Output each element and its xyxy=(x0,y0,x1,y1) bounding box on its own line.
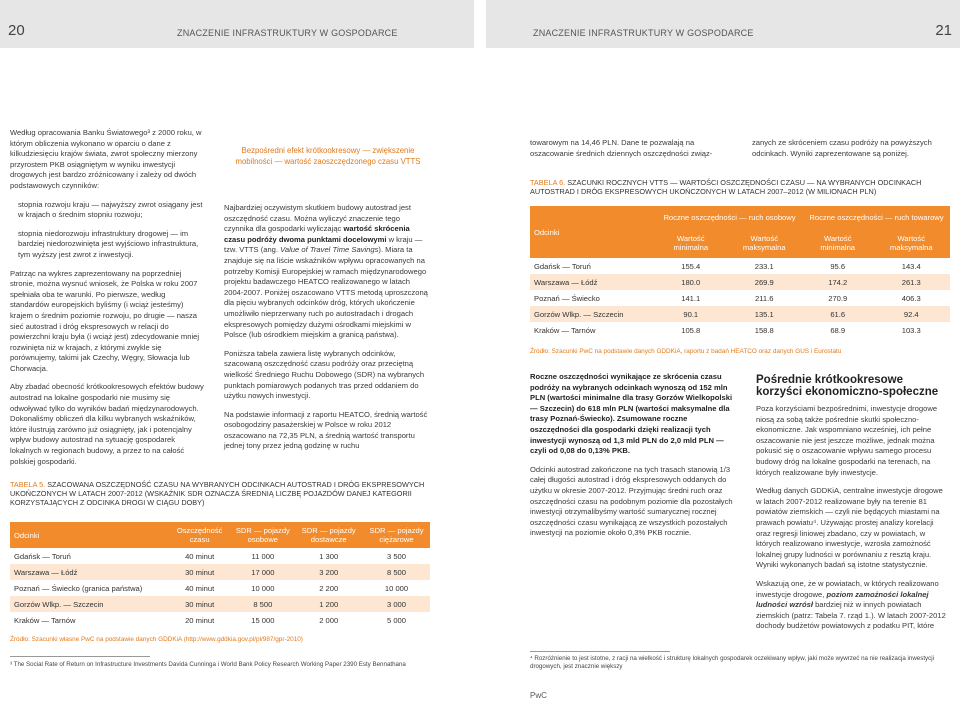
table-row: Gorzów Wlkp. — Szczecin 30 minut 8 500 1 200 3 000 xyxy=(10,596,430,612)
paragraph: Aby zbadać obecność krótkookresowych efektów budowy autostrad na lokalne gospodarki nie musimy się odwoływać tylko do wyników badań międzynarodowych. Dokonaliśmy obliczeń dla kilku wybranych wskaźników, które ilustrują zarówno już osiągnięty, jak i potencjalny wpływ budowy autostrad na sytuację gospodarek lokalnych w regionach budowy, a przez to na całość polskiej gospodarki. xyxy=(10,382,204,466)
table-6-source: Źródło: Szacunki PwC na podstawie danych GDDKiA, raportu z badań HEATCO oraz danych GUS i Eurostatu xyxy=(530,348,842,355)
paragraph: Poza korzyściami bezpośrednimi, inwestycje drogowe niosą za sobą także pośrednie skutki społeczno-ekonomiczne. Jak wspomniano wcześniej, ich pełne oszacowanie nie jest jeszcze możliwe, jednak można pokusić się o oszacowanie wpływu samego procesu budowy dróg na lokalne gospodarki na terenach, na których realizowane były inwestycje. xyxy=(756,404,938,477)
left-running-head: ZNACZENIE INFRASTRUKTURY W GOSPODARCE xyxy=(177,28,398,38)
highlight-paragraph: Roczne oszczędności wynikające ze skrócenia czasu podróży na wybranych odcinkach wynoszą od 152 mln PLN (wartości minimalne dla trasy Gorzów Wielkopolski — Szczecin) do 618 mln PLN (wartości maksymalne dla trasy Poznań-Świecko). Zsumowane roczne oszczędności dla gospodarki dzięki realizacji tych inwestycji wynoszą od 1,3 mld PLN do 2,0 mld PLN — czyli od 0,08 do 0,13% PKB. xyxy=(530,372,733,456)
left-column-1 xyxy=(10,128,205,475)
pull-quote: Bezpośredni efekt krótkookresowy — zwiększenie mobilności — wartość zaoszczędzonego czasu VTTS xyxy=(235,146,421,166)
paragraph: Według danych GDDKiA, centralne inwestycje drogowe w latach 2007-2012 realizowane były na terenie 81 powiatów ziemskich — czyli nie będących miastami na prawach powiatu⁴. Używając prostej analizy korelacji oraz regresji liniowej zbadano, czy w powiatach, w których realizowano inwestycje, wzrosła zamożność lokalnej grupy ludności w porównaniu z resztą kraju. Wyniki wykonanych badań są istotne statystycznie. xyxy=(756,486,943,570)
right-running-head: ZNACZENIE INFRASTRUKTURY W GOSPODARCE xyxy=(533,28,754,38)
right-column-2-top: zanych ze skróceniem czasu podróży na powyższych odcinkach. Wyniki zaprezentowane są poniżej. xyxy=(752,138,932,158)
table-6: Odcinki Roczne oszczędności — ruch osobowy Roczne oszczędności — ruch towarowy Wartość minimalna Wartość maksymalna Wartość minimalna Wartość maksymalna Gdańsk — Toruń 155.4 233.1 95.6 143.4 Warszawa — Łódź 180.0 269.9 174.2 261.3 Poznań — Świecko 141.1 211.6 270.9 406.3 Gorzów Wlkp. — Szczecin 90.1 135.1 61.6 92.4 Kraków — Tarnów 105.8 158.8 68.9 103.3 xyxy=(530,206,950,338)
table-5-caption: TABELA 5. SZACOWANA OSZCZĘDNOŚĆ CZASU NA WYBRANYCH ODCINKACH AUTOSTRAD I DRÓG EKSPRESOWYCH UKOŃCZONYCH W LATACH 2007-2012 (WSKAŹNIK SDR OZNACZA ŚREDNIĄ LICZBĘ POJAZDÓW DANEJ KATEGORII KORZYSTAJĄCYCH Z ODCINKA DROGI W CIĄGU DOBY) xyxy=(10,480,425,507)
left-page-header xyxy=(0,0,474,48)
right-column-1 xyxy=(530,372,735,547)
paragraph: Patrząc na wykres zaprezentowany na poprzedniej stronie, można wysnuć wniosek, że Polska w roku 2007 spełniała oba te warunki. Po pierwsze, według standardów europejskich byliśmy (i wciąż jesteśmy) krajem o średnim poziomie rozwoju, po drugie — nasza sieć autostrad i dróg ekspresowych w relacji do powierzchni kraju była (i wciąż jest) zdecydowanie mniej rozwinięta niż w krajach, z którymi zwykle się porównujemy, takimi jak Czechy, Węgry, Słowacja lub Chorwacja. xyxy=(10,268,200,373)
table-row: Gdańsk — Toruń 155.4 233.1 95.6 143.4 xyxy=(534,261,921,271)
right-page-number: 21 xyxy=(935,22,952,39)
left-page-number: 20 xyxy=(8,22,25,39)
table-5: Odcinki Oszczędność czasu SDR — pojazdy osobowe SDR — pojazdy dostawcze SDR — pojazdy ciężarowe Gdańsk — Toruń 40 minut 11 000 1 300 3 500 Warszawa — Łódź 30 minut 17 000 3 200 8 500 Poznań — Świecko (granica państwa) 40 minut 10 000 2 200 10 000 Gorzów Wlkp. — Szczecin 30 minut 8 500 1 200 3 000 Kraków — Tarnów 20 minut 15 000 2 000 5 000 xyxy=(10,522,430,628)
paragraph: Poniższa tabela zawiera listę wybranych odcinków, szacowaną oszczędność czasu podróży oraz przeciętną wielkość Średniego Ruchu Dobowego (SDR) na wybranych punktach pomiarowych podanych tras przed oddaniem do użytku nowych inwestycji. xyxy=(224,348,425,401)
table-row: Poznań — Świecko 141.1 211.6 270.9 406.3 xyxy=(534,293,921,303)
table-5-source: Źródło: Szacunki własne PwC na podstawie danych GDDKiA (http://www.gddkia.gov.pl/pl/987/gpr-2010) xyxy=(10,636,303,643)
table-row: Gorzów Wlkp. — Szczecin 90.1 135.1 61.6 92.4 xyxy=(530,306,950,322)
footnote-divider xyxy=(530,651,670,652)
table-row: Gdańsk — Toruń 40 minut 11 000 1 300 3 500 xyxy=(14,551,407,561)
footnote-divider xyxy=(10,656,150,657)
footnote: ³ The Social Rate of Return on Infrastructure Investments Davida Cunninga i World Bank Policy Research Working Paper 2390 Esty Bennathana xyxy=(10,661,406,668)
right-page-header xyxy=(486,0,960,48)
footnote: ⁴ Rozróżnienie to jest istotne, z racji na wielkość i strukturę lokalnych gospodarek oczekiwany wpływ, jaki może wywrzeć na nie realizacja inwestycji drogowych, jest znacznie większy xyxy=(530,655,934,670)
left-column-2 xyxy=(224,203,429,460)
paragraph: Wskazują one, że w powiatach, w których realizowano inwestycje drogowe, poziom zamożności lokalnej ludności wzrósł bardziej niż w innych powiatach ziemskich (patrz: Tabela 7. rząd 1.). W latach 2007-2012 dochody budżetów powiatowych z podatku PIT, które xyxy=(756,578,946,631)
pwc-footer: PwC xyxy=(530,691,547,700)
paragraph: Na podstawie informacji z raportu HEATCO, średnią wartość osobogodziny pasażerskiej w Polsce w roku 2012 oszacowano na 72,35 PLN, a średnią wartość transportu jednej tony przez jedną godzinę w ruchu xyxy=(224,409,428,451)
table-row: Kraków — Tarnów 20 minut 15 000 2 000 5 000 xyxy=(14,615,407,625)
table-row: Kraków — Tarnów 105.8 158.8 68.9 103.3 xyxy=(534,325,921,335)
list-item: stopnia niedorozwoju infrastruktury drogowej — im bardziej niedorozwinięta jest wyjściowo infrastruktura, tym wyższy jest zwrot z inwestycji. xyxy=(18,228,199,259)
list-item: stopnia rozwoju kraju — najwyższy zwrot osiągany jest w krajach o średnim stopniu rozwoju; xyxy=(18,199,203,220)
table-6-caption: TABELA 6. SZACUNKI ROCZNYCH VTTS — WARTOŚCI OSZCZĘDNOŚCI CZASU — NA WYBRANYCH ODCINKACH AUTOSTRAD I DRÓG EKSPRESOWYCH UKOŃCZONYCH W LATACH 2007–2012 (W MILIONACH PLN) xyxy=(530,178,922,196)
right-column-1-top: towarowym na 14,46 PLN. Dane te pozwalają na oszacowanie średnich dziennych oszczędności związ- xyxy=(530,138,713,158)
paragraph: Najbardziej oczywistym skutkiem budowy autostrad jest oszczędność czasu. Można wyliczyć znaczenie tego czynnika dla gospodarki wyliczając wartość skrócenia czasu podróży dwoma punktami docelowymi w kraju — tzw. VTTS (ang. Value of Travel Time Savings). Miara ta znajduje się na liście wskaźników wpływu opracowanych na potrzeby Komisji Europejskiej w ramach międzynarodowego projektu badawczego HEATCO realizowanego w latach 2004-2007. Poniżej oszacowano VTTS metodą uproszczoną dla pięciu wybranych odcinków dróg, których ukończenie umożliwiło nieprzerwany ruch po autostradach i drogach ekspresowych pomiędzy dużymi ośrodkami miejskimi w Polsce (lub ośrodkiem miejskim a granicą państwa). xyxy=(224,203,428,340)
table-row: Warszawa — Łódź 180.0 269.9 174.2 261.3 xyxy=(530,274,950,290)
paragraph: Według opracowania Banku Światowego³ z 2000 roku, w którym obliczenia wykonano w oparciu o dane z kilkudziesięciu krajów świata, zwrot społeczny mierzony przyrostem PKB osiągniętym w wyniku inwestycji drogowych jest bardzo zróżnicowany i zależy od dwóch podstawowych czynników: xyxy=(10,128,202,190)
table-row: Poznań — Świecko (granica państwa) 40 minut 10 000 2 200 10 000 xyxy=(14,583,409,593)
paragraph: Odcinki autostrad zakończone na tych trasach stanowią 1/3 całej długości autostrad i dróg ekspresowych oddanych do użytku w okresie 2007-2012. Przyjmując średni ruch oraz oszczędności czasu na podobnym poziomie dla pozostałych inwestycji otrzymalibyśmy wartość sumarycznej rocznej oszczędności czasu wynikającą ze wszystkich pozostałych inwestycji na poziomie około 0,3% PKB rocznie. xyxy=(530,464,733,538)
section-heading: Pośrednie krótkookresowe korzyści ekonomiczno-społeczne xyxy=(756,374,939,398)
right-column-2 xyxy=(756,404,950,640)
table-row: Warszawa — Łódź 30 minut 17 000 3 200 8 500 xyxy=(10,564,430,580)
